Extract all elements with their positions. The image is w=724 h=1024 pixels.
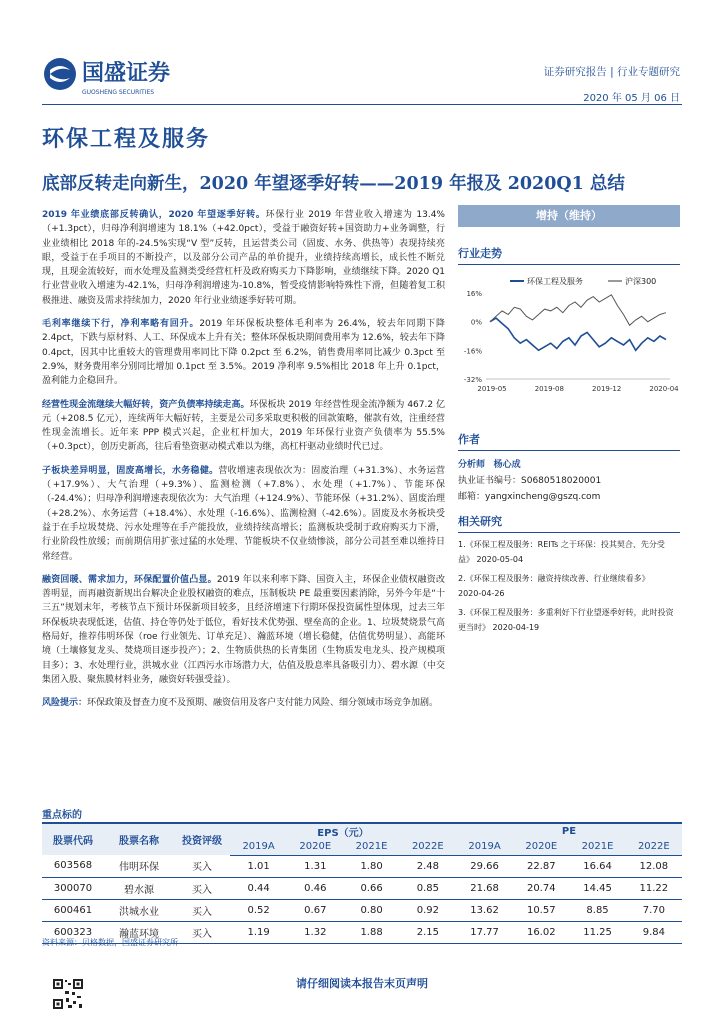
eps-value: 2.15: [400, 921, 456, 943]
stock-name: 伟明环保: [104, 855, 174, 877]
stock-rating: 买入: [174, 877, 230, 899]
paragraph-2-lead: 毛利率继续下行，净利率略有回升。: [42, 319, 200, 330]
stock-code: 600323: [42, 921, 104, 943]
eps-value: 0.85: [400, 877, 456, 899]
table-row: [42, 855, 682, 877]
paragraph-3: [42, 398, 445, 455]
related-3-title: 3.《环保工程及服务：多重利好下行业望逐季好转，此时投资更当时》: [458, 608, 674, 632]
eps-value: 2.48: [400, 855, 456, 877]
analyst-line: [458, 457, 680, 473]
x-tick-label: 2020-04: [649, 385, 679, 393]
related-1-date: 2020-05-04: [476, 555, 524, 564]
col-eps: EPS（元）: [230, 823, 456, 839]
legend-industry: 环保工程及服务: [527, 277, 583, 286]
x-tick-label: 2019-05: [477, 385, 507, 393]
guosheng-logo-icon: [42, 52, 222, 100]
pe-value: 14.45: [569, 877, 625, 899]
cert-line: [458, 473, 680, 489]
table-source: 资料来源：贝格数据，国盛证券研究所: [42, 938, 178, 947]
y-tick-label: -32%: [463, 376, 482, 384]
paragraph-1-lead: 2019 年业绩底部反转确认，2020 年望逐季好转。: [42, 210, 266, 220]
y-tick-label: 16%: [466, 290, 482, 298]
pe-value: 16.64: [569, 855, 625, 877]
author-title: 作者: [458, 431, 680, 451]
eps-value: 0.52: [230, 899, 287, 921]
stock-name: 瀚蓝环境: [104, 921, 174, 943]
pe-value: 13.62: [456, 899, 513, 921]
related-item[interactable]: [458, 571, 680, 601]
paragraph-5-text: 2019 年以来利率下降、国资入主，环保企业债权融资改善明显，而再融资新规出台解决企业股权融资的难点，压制板块 PE 最重要因素消除，另外今年是“十三五”规划末年，考核节点下预计环保新项目较多，且经济增速下行期环保投资属性望体现，过去三年环保板块表现低迷，估值、持仓等仍处于低位，看好技术优势强、壁垒高的企业。1、垃圾焚烧景气高格局好，推荐伟明环保（roe 行业领先、订单充足）、瀚蓝环境（增长稳健，估值优势明显）、高能环境（土壤修复龙头、焚烧项目逐步投产）；2、生物质供热的长青集团（生物质发电龙头、投产规模项目多）；3、水处理行业，洪城水业（江西污水市场潜力大，估值及股息率具备吸引力）、碧水源（中交集团入股、聚焦膜材料业务，融资好转强受益）。: [42, 574, 445, 685]
analyst-name: 杨心成: [493, 460, 521, 470]
cert-no: S0680518020001: [521, 476, 602, 486]
paragraph-4-text: 营收增速表现依次为：固废治理（+31.3%）、水务运营（+17.9%）、大气治理（+9.3%）、监测检测（+7.8%）、水处理（+1.7%）、节能环保（-24.4%）；归母净利润增速表现依次为：大气治理（+124.9%）、节能环保（+31.2%）、固废治理（+28.2%）、水务运营（+18.4%）、水处理（-16.6%）、监测检测（-42.6%）。固废及水务板块受益于在手垃圾焚烧、污水处理等在手产能投放，业绩持续高增长；监测板块受制于政府购买力下滑，行业阶段性放缓；而前期信用扩张过猛的水处理、节能板块不仅业绩惨淡，部分公司甚至难以维持日常经营。: [42, 465, 445, 562]
report-date: 2020 年 05 月 06 日: [583, 93, 680, 104]
pe-value: 9.84: [626, 921, 682, 943]
cert-label: 执业证书编号：: [458, 476, 522, 486]
related-2-title: 2.《环保工程及服务：融资持续改善、行业继续看多》: [458, 574, 650, 583]
eps-value: 1.80: [343, 855, 399, 877]
pe-value: 11.25: [569, 921, 625, 943]
series-line-industry: [490, 318, 666, 350]
email-link[interactable]: yangxincheng@gszq.com: [485, 492, 601, 502]
pe-value: 12.08: [626, 855, 682, 877]
table-label: 重点标的: [42, 810, 82, 821]
header-meta: [544, 64, 680, 104]
stock-code: 600461: [42, 899, 104, 921]
header-divider: [42, 104, 682, 105]
main-title: 底部反转走向新生，2020 年望逐季好转——2019 年报及 2020Q1 总结: [42, 174, 625, 194]
stock-code: 300070: [42, 877, 104, 899]
eps-value: 1.88: [343, 921, 399, 943]
col-code: 股票代码: [42, 823, 104, 855]
eps-value: 0.80: [343, 899, 399, 921]
rating-badge: 增持（维持）: [458, 205, 680, 227]
legend-index: 沪深300: [625, 277, 657, 286]
eps-value: 0.67: [287, 899, 343, 921]
eps-value: 0.44: [230, 877, 287, 899]
pe-value: 22.87: [513, 855, 569, 877]
report-category: 行业专题研究: [617, 66, 680, 78]
header-separator: |: [610, 66, 614, 78]
paragraph-5-lead: 融资回暖、需求加力，环保配置价值凸显。: [42, 574, 217, 585]
eps-value: 1.19: [230, 921, 287, 943]
pe-value: 20.74: [513, 877, 569, 899]
footer-disclaimer: 请仔细阅读本报告末页声明: [296, 977, 428, 990]
year-header: 2020E: [513, 839, 569, 855]
related-1-title: 1.《环保工程及服务：REITs 之于环保：投其契合、先分受益》: [458, 540, 665, 564]
email-line: [458, 489, 680, 505]
year-header: 2021E: [343, 839, 399, 855]
risk-text: 环保政策及督查力度不及预期、融资信用及客户支付能力风险、细分领域市场竞争加剧。: [87, 698, 439, 709]
brand-logo: [42, 52, 222, 100]
table-row: [42, 877, 682, 899]
pe-value: 29.66: [456, 855, 513, 877]
year-header: 2022E: [626, 839, 682, 855]
year-header: 2019A: [230, 839, 287, 855]
pe-value: 8.85: [569, 899, 625, 921]
paragraph-4: [42, 464, 445, 564]
related-title: 相关研究: [458, 513, 680, 533]
eps-value: 1.32: [287, 921, 343, 943]
year-header: 2020E: [287, 839, 343, 855]
series-line-index: [490, 295, 666, 326]
year-header: 2022E: [400, 839, 456, 855]
related-3-date: 2020-04-19: [492, 623, 540, 632]
year-header: 2021E: [569, 839, 625, 855]
pe-value: 11.22: [626, 877, 682, 899]
pe-value: 21.68: [456, 877, 513, 899]
eps-value: 1.31: [287, 855, 343, 877]
y-tick-label: 0%: [470, 318, 482, 327]
eps-value: 0.66: [343, 877, 399, 899]
table-row: [42, 899, 682, 921]
analyst-label: 分析师: [458, 460, 486, 470]
related-item[interactable]: [458, 605, 680, 635]
stock-rating: 买入: [174, 855, 230, 877]
report-body: [42, 208, 445, 720]
paragraph-4-lead: 子板块差异明显，固废高增长，水务稳健。: [42, 465, 219, 476]
col-rating: 投资评级: [174, 823, 230, 855]
stock-rating: 买入: [174, 921, 230, 943]
brand-cn: 国盛证券: [82, 61, 171, 86]
brand-en: GUOSHENG SECURITIES: [82, 89, 155, 96]
x-tick-label: 2019-12: [592, 385, 622, 393]
stock-rating: 买入: [174, 899, 230, 921]
sidebar: [458, 205, 680, 635]
paragraph-2-text: 2019 年环保板块整体毛利率为 26.4%，较去年同期下降 2.4pct，下跌与原材料、人工、环保成本上升有关；整体环保板块期间费用率为 12.6%，较去年下降 0.4pct，因其中比重较大的管理费用率同比下降 0.2pct 至 6.2%，销售费用率同比减少 0.3pct 至 2.9%，财务费用率分别同比增加 0.1pct 至 3.5%。2019 净利率 9.5%相比 2018 年上升 0.1pct，盈利能力企稳回升。: [42, 319, 445, 387]
col-name: 股票名称: [104, 823, 174, 855]
key-stocks-table: [42, 822, 682, 944]
paragraph-1-text: 环保行业 2019 年营业收入增速为 13.4%（+1.3pct），归母净利润增速为 18.1%（+42.0pct），受益于融资好转+国资助力+业务调整，行业业绩相比 2018 年的-24.5%实现“V 型”反转，且运营类公司（固废、水务、供热等）表现持续亮眼，受益于在手项目的不断投产，以及部分公司产品的单价提升，业绩持续高增长，成长性不断兑现，且现金流较好，而水处理及监测类受经营杠杆及政府购买力下降影响，业绩继续下降。2020 Q1 行业营业收入增速为-42.1%，归母净利润增速为-10.8%，暂受疫情影响特殊性下滑，但随着复工积极推进、融资及需求持续加力，2020 年行业业绩逐季好转可期。: [42, 210, 445, 306]
trend-title: 行业走势: [458, 245, 680, 265]
trend-chart-svg: [458, 271, 680, 401]
risk-lead: 风险提示：: [42, 698, 88, 709]
related-item[interactable]: [458, 537, 680, 567]
pe-value: 10.57: [513, 899, 569, 921]
paragraph-1: [42, 208, 445, 308]
trend-chart: [458, 271, 680, 405]
report-type: 证券研究报告: [543, 66, 607, 78]
x-tick-label: 2019-08: [534, 385, 564, 393]
eps-value: 1.01: [230, 855, 287, 877]
eps-value: 0.46: [287, 877, 343, 899]
paragraph-3-text: 环保板块 2019 年经营性现金流净额为 467.2 亿元（+208.5 亿元），连续两年大幅好转，主要是公司多采取更积极的回款策略，催款有效，注重经营性现金流增长。近年来 PPP 模式兴起，企业杠杆加大，2019 年环保行业资产负债率为 55.5%（+0.3pct），创历史新高，往后看垫资驱动模式难以为继，高杠杆驱动业绩时代已过。: [42, 399, 445, 453]
stock-name: 洪城水业: [104, 899, 174, 921]
industry-title: 环保工程及服务: [42, 126, 211, 152]
related-2-date: 2020-04-26: [458, 589, 505, 598]
risk-warning: [42, 696, 445, 710]
eps-value: 0.92: [400, 899, 456, 921]
y-tick-label: -16%: [463, 347, 482, 356]
year-header: 2019A: [456, 839, 513, 855]
paragraph-2: [42, 317, 445, 388]
col-pe: PE: [456, 823, 682, 839]
pe-value: 17.77: [456, 921, 513, 943]
pe-value: 16.02: [513, 921, 569, 943]
paragraph-3-lead: 经营性现金流继续大幅好转，资产负债率持续走高。: [42, 399, 250, 410]
stock-code: 603568: [42, 855, 104, 877]
paragraph-5: [42, 573, 445, 687]
stock-name: 碧水源: [104, 877, 174, 899]
pe-value: 7.70: [626, 899, 682, 921]
email-label: 邮箱：: [458, 492, 486, 502]
